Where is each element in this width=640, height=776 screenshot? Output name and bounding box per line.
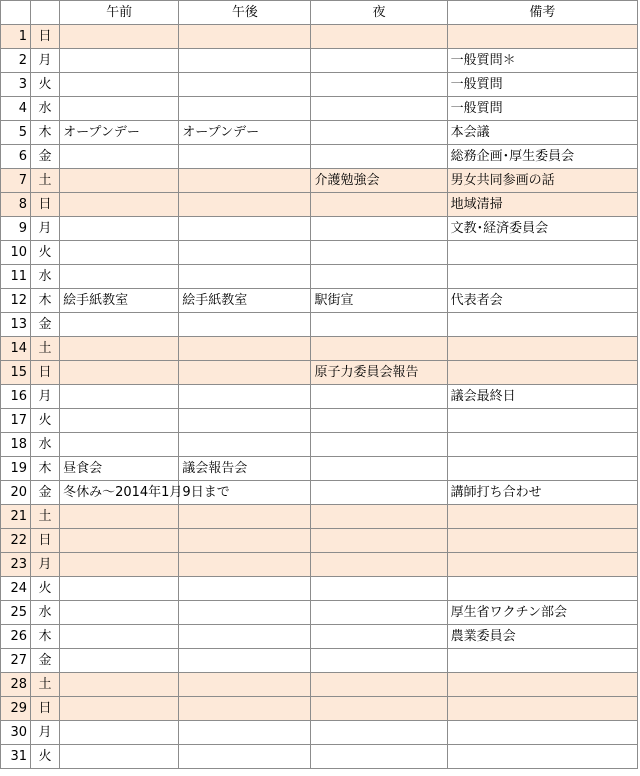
table-row	[1, 481, 638, 505]
weekday-cell[interactable]: 木	[31, 457, 60, 481]
table-row	[1, 193, 638, 217]
table-row	[1, 49, 638, 73]
note-cell[interactable]	[447, 505, 637, 529]
day-cell[interactable]: 8	[1, 193, 31, 217]
table-row	[1, 289, 638, 313]
day-cell[interactable]: 3	[1, 73, 31, 97]
note-cell[interactable]: 本会議	[447, 121, 637, 145]
note-cell[interactable]: 一般質問＊	[447, 49, 637, 73]
note-cell[interactable]	[447, 313, 637, 337]
am-cell[interactable]	[60, 577, 179, 601]
night-cell[interactable]	[311, 433, 447, 457]
table-row	[1, 697, 638, 721]
note-cell[interactable]: 厚生省ワクチン部会	[447, 601, 637, 625]
pm-cell[interactable]	[179, 529, 311, 553]
am-cell[interactable]	[60, 193, 179, 217]
pm-cell[interactable]	[179, 361, 311, 385]
table-row	[1, 265, 638, 289]
note-cell[interactable]	[447, 337, 637, 361]
weekday-cell[interactable]: 日	[31, 361, 60, 385]
am-cell[interactable]	[60, 97, 179, 121]
night-cell[interactable]	[311, 721, 447, 745]
table-row	[1, 97, 638, 121]
weekday-cell[interactable]: 水	[31, 97, 60, 121]
table-row	[1, 433, 638, 457]
header-pm[interactable]: 午後	[179, 1, 311, 25]
day-cell[interactable]: 26	[1, 625, 31, 649]
night-cell[interactable]	[311, 145, 447, 169]
day-cell[interactable]: 18	[1, 433, 31, 457]
table-row	[1, 601, 638, 625]
note-cell[interactable]	[447, 745, 637, 769]
day-cell[interactable]: 28	[1, 673, 31, 697]
night-cell[interactable]	[311, 673, 447, 697]
pm-cell[interactable]	[179, 337, 311, 361]
note-cell[interactable]: 代表者会	[447, 289, 637, 313]
header-am[interactable]: 午前	[60, 1, 179, 25]
weekday-cell[interactable]: 水	[31, 601, 60, 625]
night-cell[interactable]	[311, 505, 447, 529]
header-day[interactable]	[1, 1, 31, 25]
pm-cell[interactable]	[179, 265, 311, 289]
pm-cell[interactable]: オープンデー	[179, 121, 311, 145]
night-cell[interactable]	[311, 217, 447, 241]
night-cell[interactable]	[311, 409, 447, 433]
table-row	[1, 337, 638, 361]
table-row	[1, 553, 638, 577]
pm-cell[interactable]	[179, 385, 311, 409]
weekday-cell[interactable]: 水	[31, 265, 60, 289]
table-row	[1, 529, 638, 553]
night-cell[interactable]	[311, 337, 447, 361]
pm-cell[interactable]	[179, 169, 311, 193]
table-row	[1, 409, 638, 433]
note-cell[interactable]: 文教･経済委員会	[447, 217, 637, 241]
day-cell[interactable]: 7	[1, 169, 31, 193]
note-cell[interactable]	[447, 265, 637, 289]
day-cell[interactable]: 4	[1, 97, 31, 121]
night-cell[interactable]	[311, 241, 447, 265]
day-cell[interactable]: 20	[1, 481, 31, 505]
am-cell[interactable]	[60, 745, 179, 769]
day-cell[interactable]: 30	[1, 721, 31, 745]
note-cell[interactable]: 講師打ち合わせ	[447, 481, 637, 505]
note-cell[interactable]: 男女共同参画の話	[447, 169, 637, 193]
am-cell[interactable]: 昼食会	[60, 457, 179, 481]
pm-cell[interactable]	[179, 97, 311, 121]
pm-cell[interactable]	[179, 553, 311, 577]
day-cell[interactable]: 22	[1, 529, 31, 553]
night-cell[interactable]: 介護勉強会	[311, 169, 447, 193]
day-cell[interactable]: 25	[1, 601, 31, 625]
day-cell[interactable]: 12	[1, 289, 31, 313]
pm-cell[interactable]	[179, 193, 311, 217]
day-cell[interactable]: 6	[1, 145, 31, 169]
header-night[interactable]: 夜	[311, 1, 447, 25]
note-cell[interactable]	[447, 25, 637, 49]
table-row	[1, 313, 638, 337]
am-cell[interactable]	[60, 721, 179, 745]
day-cell[interactable]: 21	[1, 505, 31, 529]
weekday-cell[interactable]: 日	[31, 529, 60, 553]
night-cell[interactable]	[311, 385, 447, 409]
day-cell[interactable]: 24	[1, 577, 31, 601]
night-cell[interactable]	[311, 697, 447, 721]
weekday-cell[interactable]: 土	[31, 169, 60, 193]
day-cell[interactable]: 1	[1, 25, 31, 49]
am-cell[interactable]	[60, 481, 230, 505]
night-cell[interactable]	[311, 457, 447, 481]
day-cell[interactable]: 13	[1, 313, 31, 337]
night-cell[interactable]	[311, 745, 447, 769]
table-row	[1, 745, 638, 769]
note-cell[interactable]	[447, 577, 637, 601]
table-row	[1, 649, 638, 673]
table-row	[1, 673, 638, 697]
am-cell[interactable]: 絵手紙教室	[60, 289, 179, 313]
pm-cell[interactable]	[179, 625, 311, 649]
note-cell[interactable]	[447, 457, 637, 481]
pm-cell[interactable]	[179, 145, 311, 169]
weekday-cell[interactable]: 月	[31, 49, 60, 73]
note-cell[interactable]	[447, 721, 637, 745]
note-cell[interactable]: 議会最終日	[447, 385, 637, 409]
pm-cell[interactable]	[179, 25, 311, 49]
note-cell[interactable]: 地域清掃	[447, 193, 637, 217]
pm-cell[interactable]	[179, 505, 311, 529]
night-cell[interactable]	[311, 193, 447, 217]
night-cell[interactable]	[311, 121, 447, 145]
table-row	[1, 241, 638, 265]
pm-cell[interactable]	[179, 649, 311, 673]
note-cell[interactable]: 農業委員会	[447, 625, 637, 649]
night-cell[interactable]	[311, 25, 447, 49]
day-cell[interactable]: 2	[1, 49, 31, 73]
day-cell[interactable]: 5	[1, 121, 31, 145]
table-row	[1, 73, 638, 97]
note-cell[interactable]: 総務企画･厚生委員会	[447, 145, 637, 169]
note-cell[interactable]	[447, 433, 637, 457]
weekday-cell[interactable]: 木	[31, 289, 60, 313]
am-cell[interactable]	[60, 601, 179, 625]
pm-cell[interactable]	[179, 673, 311, 697]
weekday-cell[interactable]: 土	[31, 673, 60, 697]
note-cell[interactable]: 一般質問	[447, 97, 637, 121]
weekday-cell[interactable]: 火	[31, 745, 60, 769]
night-cell[interactable]	[311, 73, 447, 97]
weekday-cell[interactable]: 木	[31, 121, 60, 145]
weekday-cell[interactable]: 金	[31, 313, 60, 337]
note-cell[interactable]	[447, 409, 637, 433]
weekday-cell[interactable]: 土	[31, 337, 60, 361]
weekday-cell[interactable]: 月	[31, 553, 60, 577]
header-dow[interactable]	[31, 1, 60, 25]
note-cell[interactable]	[447, 649, 637, 673]
weekday-cell[interactable]: 日	[31, 25, 60, 49]
am-cell[interactable]	[60, 409, 179, 433]
weekday-cell[interactable]: 火	[31, 73, 60, 97]
table-row	[1, 121, 638, 145]
weekday-cell[interactable]: 火	[31, 577, 60, 601]
day-cell[interactable]: 14	[1, 337, 31, 361]
night-cell[interactable]	[311, 601, 447, 625]
pm-cell[interactable]: 絵手紙教室	[179, 289, 311, 313]
am-cell[interactable]	[60, 145, 179, 169]
header-row	[1, 1, 638, 25]
table-row	[1, 625, 638, 649]
note-cell[interactable]	[447, 673, 637, 697]
night-cell[interactable]	[311, 481, 447, 505]
note-cell[interactable]	[447, 529, 637, 553]
night-cell[interactable]	[311, 625, 447, 649]
table-row	[1, 169, 638, 193]
am-cell[interactable]	[60, 313, 179, 337]
pm-cell[interactable]	[179, 217, 311, 241]
weekday-cell[interactable]: 土	[31, 505, 60, 529]
night-cell[interactable]	[311, 97, 447, 121]
day-cell[interactable]: 15	[1, 361, 31, 385]
am-cell[interactable]	[60, 553, 179, 577]
table-row	[1, 145, 638, 169]
weekday-cell[interactable]: 水	[31, 433, 60, 457]
am-cell[interactable]	[60, 49, 179, 73]
am-cell[interactable]	[60, 625, 179, 649]
pm-cell[interactable]	[179, 49, 311, 73]
table-row	[1, 457, 638, 481]
note-cell[interactable]	[447, 697, 637, 721]
am-cell[interactable]	[60, 529, 179, 553]
night-cell[interactable]	[311, 313, 447, 337]
am-cell[interactable]	[60, 433, 179, 457]
am-cell[interactable]	[60, 361, 179, 385]
am-cell[interactable]	[60, 673, 179, 697]
am-cell[interactable]	[60, 217, 179, 241]
weekday-cell[interactable]: 火	[31, 409, 60, 433]
night-cell[interactable]	[311, 265, 447, 289]
weekday-cell[interactable]: 金	[31, 649, 60, 673]
pm-cell[interactable]	[179, 721, 311, 745]
am-cell[interactable]	[60, 265, 179, 289]
note-cell[interactable]	[447, 361, 637, 385]
weekday-cell[interactable]: 月	[31, 385, 60, 409]
table-row	[1, 25, 638, 49]
day-cell[interactable]: 11	[1, 265, 31, 289]
weekday-cell[interactable]: 月	[31, 721, 60, 745]
table-row	[1, 385, 638, 409]
day-cell[interactable]: 23	[1, 553, 31, 577]
night-cell[interactable]	[311, 529, 447, 553]
day-cell[interactable]: 29	[1, 697, 31, 721]
day-cell[interactable]: 17	[1, 409, 31, 433]
am-cell[interactable]	[60, 73, 179, 97]
weekday-cell[interactable]: 月	[31, 217, 60, 241]
am-cell[interactable]	[60, 649, 179, 673]
day-cell[interactable]: 27	[1, 649, 31, 673]
note-cell[interactable]	[447, 241, 637, 265]
am-cell[interactable]	[60, 337, 179, 361]
night-cell[interactable]	[311, 649, 447, 673]
day-cell[interactable]: 19	[1, 457, 31, 481]
pm-cell[interactable]	[179, 313, 311, 337]
am-cell[interactable]: オープンデー	[60, 121, 179, 145]
night-cell[interactable]: 駅街宣	[311, 289, 447, 313]
am-cell[interactable]	[60, 697, 179, 721]
pm-cell[interactable]	[179, 577, 311, 601]
pm-cell[interactable]	[179, 601, 311, 625]
pm-cell[interactable]	[179, 241, 311, 265]
day-cell[interactable]: 9	[1, 217, 31, 241]
am-cell[interactable]	[60, 169, 179, 193]
night-cell[interactable]	[311, 49, 447, 73]
am-text: 冬休み～2014年1月9日まで	[63, 485, 230, 500]
weekday-cell[interactable]: 金	[31, 481, 60, 505]
am-cell[interactable]	[60, 385, 179, 409]
night-cell[interactable]	[311, 577, 447, 601]
day-cell[interactable]: 16	[1, 385, 31, 409]
weekday-cell[interactable]: 金	[31, 145, 60, 169]
table-row	[1, 361, 638, 385]
pm-cell[interactable]	[179, 409, 311, 433]
table-row	[1, 577, 638, 601]
night-cell[interactable]: 原子力委員会報告	[311, 361, 447, 385]
pm-cell[interactable]	[179, 73, 311, 97]
night-cell[interactable]	[311, 553, 447, 577]
pm-cell[interactable]	[179, 697, 311, 721]
weekday-cell[interactable]: 日	[31, 697, 60, 721]
am-cell[interactable]	[60, 25, 179, 49]
am-cell[interactable]	[60, 241, 179, 265]
note-cell[interactable]	[447, 553, 637, 577]
weekday-cell[interactable]: 日	[31, 193, 60, 217]
am-cell[interactable]	[60, 505, 179, 529]
table-row	[1, 505, 638, 529]
table-row	[1, 217, 638, 241]
note-cell[interactable]: 一般質問	[447, 73, 637, 97]
weekday-cell[interactable]: 木	[31, 625, 60, 649]
day-cell[interactable]: 10	[1, 241, 31, 265]
pm-cell[interactable]: 議会報告会	[179, 457, 311, 481]
pm-cell[interactable]	[179, 745, 311, 769]
header-note[interactable]: 備考	[447, 1, 637, 25]
pm-cell[interactable]	[179, 433, 311, 457]
weekday-cell[interactable]: 火	[31, 241, 60, 265]
day-cell[interactable]: 31	[1, 745, 31, 769]
table-row	[1, 721, 638, 745]
schedule-rows	[1, 25, 638, 769]
